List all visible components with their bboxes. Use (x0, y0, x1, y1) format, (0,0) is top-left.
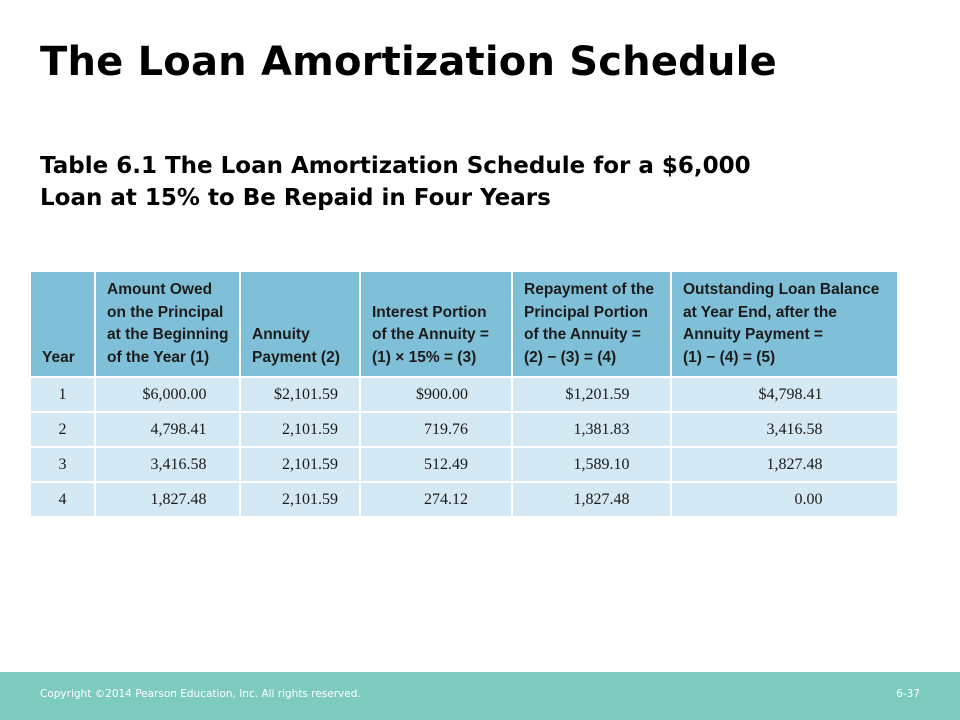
cell-year (31, 482, 95, 517)
cell-interest (360, 447, 512, 482)
cell-interest (360, 482, 512, 517)
copyright-notice: Copyright ©2014 Pearson Education, Inc. All rights reserved. (40, 688, 361, 700)
header-line: Interest Portion (372, 303, 487, 321)
cell-interest (360, 412, 512, 447)
table-caption-line-1: Table 6.1 The Loan Amortization Schedule for a $6,000 (40, 153, 751, 179)
cell-value: 1,827.48 (150, 490, 207, 508)
cell-principal-repayment (512, 482, 671, 517)
header-line: Repayment of the (524, 281, 655, 298)
cell-amount-owed (95, 447, 240, 482)
cell-value: 2,101.59 (282, 420, 338, 438)
cell-value: 4,798.41 (150, 420, 207, 438)
table-row (31, 447, 897, 482)
header-year (31, 272, 95, 377)
cell-outstanding-balance (671, 482, 897, 517)
cell-year (31, 377, 95, 412)
table-caption-line-2: Loan at 15% to Be Repaid in Four Years (40, 185, 551, 211)
table-header-row (31, 272, 897, 377)
cell-annuity-payment (240, 377, 360, 412)
table-row (31, 377, 897, 412)
header-principal-repayment (512, 272, 671, 377)
header-outstanding-balance (671, 272, 897, 377)
header-interest-portion (360, 272, 512, 377)
cell-year (31, 412, 95, 447)
slide-title: The Loan Amortization Schedule (40, 39, 777, 85)
cell-principal-repayment (512, 447, 671, 482)
cell-annuity-payment (240, 482, 360, 517)
cell-value: 2,101.59 (282, 490, 338, 508)
header-line: (2) − (3) = (4) (524, 348, 617, 366)
header-line: at Year End, after the (683, 303, 837, 321)
cell-principal-repayment (512, 377, 671, 412)
cell-value: 4 (58, 490, 67, 508)
table-row (31, 482, 897, 517)
cell-value: $1,201.59 (565, 385, 630, 403)
header-amount-owed (95, 272, 240, 377)
header-line: Annuity Payment = (683, 326, 823, 343)
cell-outstanding-balance (671, 412, 897, 447)
cell-value: 3,416.58 (766, 420, 823, 438)
cell-outstanding-balance (671, 447, 897, 482)
header-annuity-payment (240, 272, 360, 377)
header-line: (1) × 15% = (3) (372, 348, 477, 366)
header-line: Principal Portion (524, 303, 649, 321)
cell-value: 3 (58, 455, 67, 473)
cell-value: 274.12 (424, 490, 468, 508)
slide-number: 6-37 (896, 688, 920, 700)
cell-value: 2,101.59 (282, 455, 338, 473)
cell-value: $4,798.41 (758, 385, 823, 403)
header-line: of the Year (1) (107, 348, 210, 366)
header-line: Year (42, 348, 75, 366)
header-line: Outstanding Loan Balance (683, 281, 880, 298)
cell-value: 719.76 (424, 420, 468, 438)
header-line: Payment (2) (252, 348, 340, 366)
header-line: Annuity (252, 326, 310, 343)
header-line: Amount Owed (107, 281, 213, 298)
table-row (31, 412, 897, 447)
header-line: of the Annuity = (524, 326, 641, 343)
cell-value: 1 (58, 385, 67, 403)
cell-outstanding-balance (671, 377, 897, 412)
cell-value: 0.00 (794, 490, 823, 508)
cell-interest (360, 377, 512, 412)
header-line: of the Annuity = (372, 326, 489, 343)
cell-value: 2 (58, 420, 67, 438)
amortization-table (31, 272, 897, 518)
cell-amount-owed (95, 482, 240, 517)
cell-value: 1,827.48 (573, 490, 630, 508)
cell-annuity-payment (240, 447, 360, 482)
header-line: (1) − (4) = (5) (683, 348, 776, 366)
cell-principal-repayment (512, 412, 671, 447)
cell-value: 512.49 (424, 455, 468, 473)
cell-value: 1,827.48 (766, 455, 823, 473)
cell-value: $6,000.00 (142, 385, 207, 403)
table-caption (40, 150, 920, 214)
cell-value: $900.00 (416, 385, 468, 403)
header-line: at the Beginning (107, 326, 229, 343)
cell-amount-owed (95, 412, 240, 447)
cell-value: 1,589.10 (573, 455, 630, 473)
cell-value: $2,101.59 (274, 385, 338, 403)
cell-value: 1,381.83 (573, 420, 630, 438)
header-line: on the Principal (107, 303, 224, 321)
footer-bar (0, 672, 960, 720)
cell-amount-owed (95, 377, 240, 412)
cell-value: 3,416.58 (150, 455, 207, 473)
cell-year (31, 447, 95, 482)
cell-annuity-payment (240, 412, 360, 447)
